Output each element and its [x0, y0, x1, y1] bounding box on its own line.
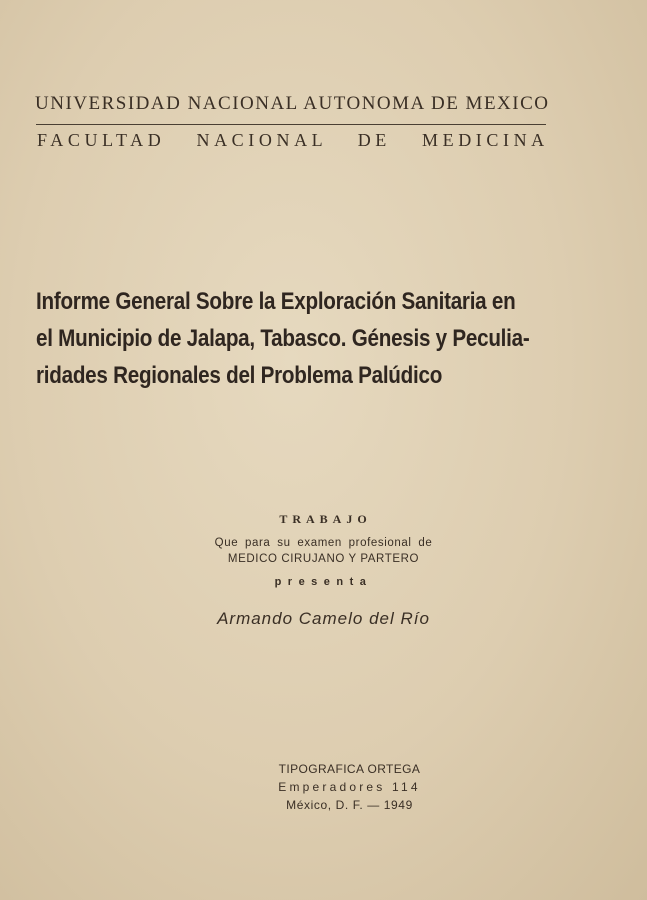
trabajo-label: TRABAJO: [279, 512, 372, 526]
printer-name: TIPOGRAFICA ORTEGA: [278, 762, 421, 776]
degree-text: MEDICO CIRUJANO Y PARTERO: [227, 553, 420, 565]
thesis-title: [36, 283, 530, 394]
printer-address: Emperadores 114: [278, 780, 421, 794]
presents-label: presenta: [274, 576, 373, 588]
author-name: Armando Camelo del Río: [217, 609, 430, 628]
faculty-name: FACULTAD NACIONAL DE MEDICINA: [37, 130, 549, 150]
city-year: México, D. F. — 1949: [286, 798, 413, 812]
title-line-2: el Municipio de Jalapa, Tabasco. Génesis y Peculia-: [36, 325, 530, 352]
university-name: UNIVERSIDAD NACIONAL AUTONOMA DE MEXICO: [35, 93, 550, 114]
title-line-1: Informe General Sobre la Exploración Sanitaria en: [36, 288, 516, 315]
purpose-text: Que para su examen profesional de: [214, 537, 433, 549]
header-rule: [36, 124, 546, 125]
title-line-3: ridades Regionales del Problema Palúdico: [36, 362, 443, 389]
